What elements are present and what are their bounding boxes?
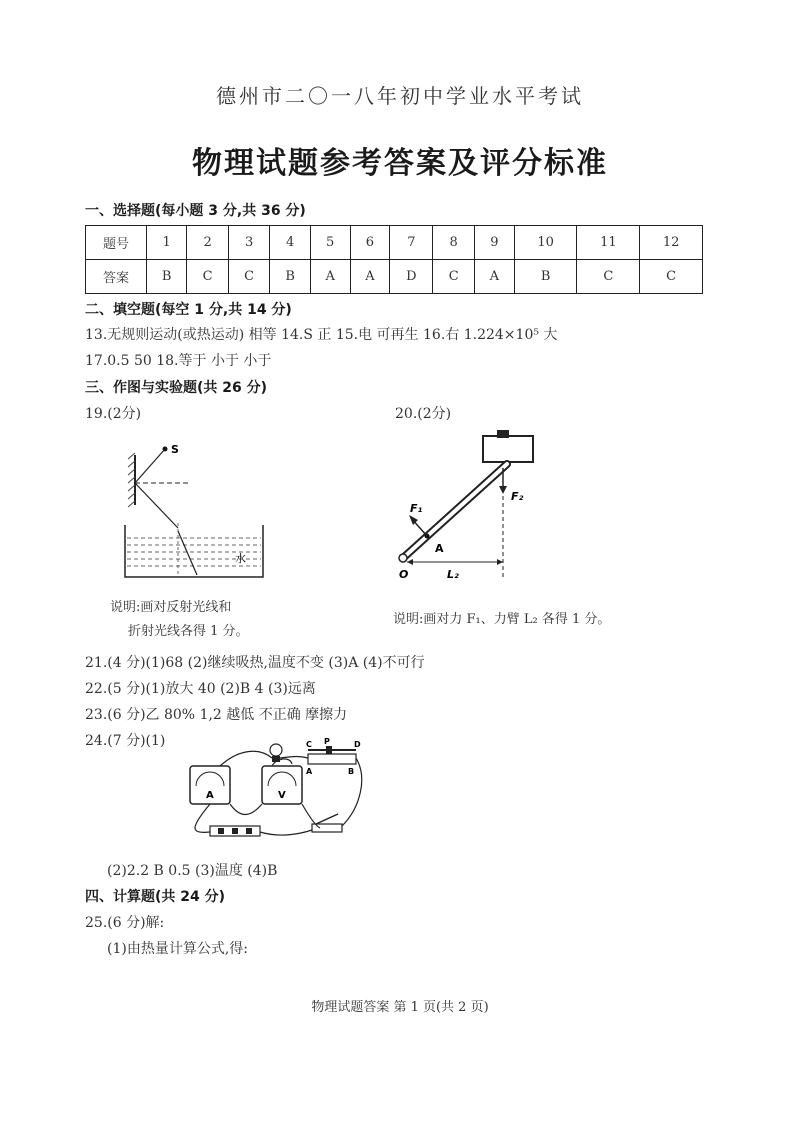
- table-cell: A: [310, 260, 350, 294]
- rheostat-label-b: B: [348, 767, 355, 776]
- page-footer: 物理试题答案 第 1 页(共 2 页): [311, 1000, 489, 1015]
- table-cell: 4: [270, 226, 310, 260]
- table-row: [86, 226, 703, 260]
- answer-table: [85, 225, 703, 294]
- table-cell: 5: [310, 226, 350, 260]
- table-cell: 1: [147, 226, 187, 260]
- voltmeter-label: V: [278, 790, 286, 801]
- table-cell: 7: [390, 226, 433, 260]
- rheostat-label-a: A: [306, 767, 313, 776]
- rheostat-label-p: P: [324, 738, 330, 746]
- table-cell: C: [640, 260, 703, 294]
- section-3-heading: 三、作图与实验题(共 26 分): [85, 380, 268, 396]
- q22-answer: 22.(5 分)(1)放大 40 (2)B 4 (3)远离: [85, 681, 316, 697]
- q25-line-1: (1)由热量计算公式,得:: [107, 941, 248, 957]
- q20-lever-diagram: [385, 428, 585, 588]
- table-row-label: 答案: [86, 260, 147, 294]
- q23-answer: 23.(6 分)乙 80% 1,2 越低 不正确 摩擦力: [85, 707, 348, 723]
- block-knob: [497, 430, 509, 438]
- q24-circuit-diagram: [180, 738, 380, 848]
- table-cell: 2: [187, 226, 229, 260]
- pivot-o-label: O: [399, 568, 409, 581]
- table-cell: C: [228, 260, 270, 294]
- arm-l2-head-left: [407, 559, 413, 565]
- table-cell: 9: [474, 226, 514, 260]
- table-cell: 8: [433, 226, 475, 260]
- q21-answer: 21.(4 分)(1)68 (2)继续吸热,温度不变 (3)A (4)不可行: [85, 655, 425, 671]
- table-cell: C: [577, 260, 640, 294]
- water-label: 水: [235, 552, 246, 565]
- q19-light-diagram: [115, 435, 275, 585]
- table-cell: D: [390, 260, 433, 294]
- fill-blank-line-1: 13.无规则运动(或热运动) 相等 14.S 正 15.电 可再生 16.右 1.224×10⁵ 大: [85, 327, 558, 343]
- exam-subtitle: 德州市二〇一八年初中学业水平考试: [216, 84, 584, 108]
- section-1-heading: 一、选择题(每小题 3 分,共 36 分): [85, 203, 306, 219]
- q19-caption: [110, 596, 249, 644]
- rheostat-label-c: C: [306, 740, 312, 749]
- table-cell: 6: [350, 226, 390, 260]
- section-4-heading: 四、计算题(共 24 分): [85, 889, 226, 905]
- table-row: [86, 260, 703, 294]
- q19-caption-line-1: 说明:画对反射光线和: [110, 600, 232, 615]
- q25-label: 25.(6 分)解:: [85, 915, 165, 931]
- rheostat-slider: [326, 746, 332, 754]
- rheostat: [308, 754, 356, 764]
- point-a-label: A: [435, 542, 444, 555]
- bulb: [270, 744, 282, 756]
- table-cell: C: [187, 260, 229, 294]
- point-s-label: S: [171, 443, 179, 456]
- section-2-heading: 二、填空题(每空 1 分,共 14 分): [85, 302, 292, 318]
- table-cell: 10: [514, 226, 577, 260]
- reflected-ray: [135, 483, 178, 528]
- fill-blank-line-2: 17.0.5 50 18.等于 小于 小于: [85, 353, 272, 369]
- force-f2-head: [499, 486, 507, 494]
- page-title: 物理试题参考答案及评分标准: [192, 146, 608, 181]
- table-cell: A: [474, 260, 514, 294]
- arm-l2-head-right: [497, 559, 503, 565]
- force-f2-label: F₂: [511, 490, 524, 503]
- table-cell: 3: [228, 226, 270, 260]
- table-cell: 11: [577, 226, 640, 260]
- block: [483, 436, 533, 462]
- q24-label: 24.(7 分)(1): [85, 733, 166, 749]
- ammeter-label: A: [206, 790, 214, 801]
- table-cell: B: [270, 260, 310, 294]
- q19-label: 19.(2分): [85, 406, 142, 422]
- switch-lever: [316, 814, 338, 824]
- q19-caption-line-2: 折射光线各得 1 分。: [128, 624, 249, 639]
- table-cell: A: [350, 260, 390, 294]
- q20-label: 20.(2分): [395, 406, 452, 422]
- q20-caption: 说明:画对力 F₁、力臂 L₂ 各得 1 分。: [393, 612, 611, 627]
- mirror-hatching: [128, 453, 135, 507]
- pivot-o: [399, 554, 407, 562]
- table-cell: C: [433, 260, 475, 294]
- table-cell: 12: [640, 226, 703, 260]
- table-cell: B: [514, 260, 577, 294]
- table-row-label: 题号: [86, 226, 147, 260]
- rheostat-label-d: D: [354, 740, 361, 749]
- table-cell: B: [147, 260, 187, 294]
- incident-ray: [135, 449, 165, 483]
- q24-answer: (2)2.2 B 0.5 (3)温度 (4)B: [107, 863, 278, 879]
- refracted-ray: [178, 531, 197, 575]
- force-f1-label: F₁: [410, 502, 423, 515]
- arm-l2-label: L₂: [447, 568, 459, 581]
